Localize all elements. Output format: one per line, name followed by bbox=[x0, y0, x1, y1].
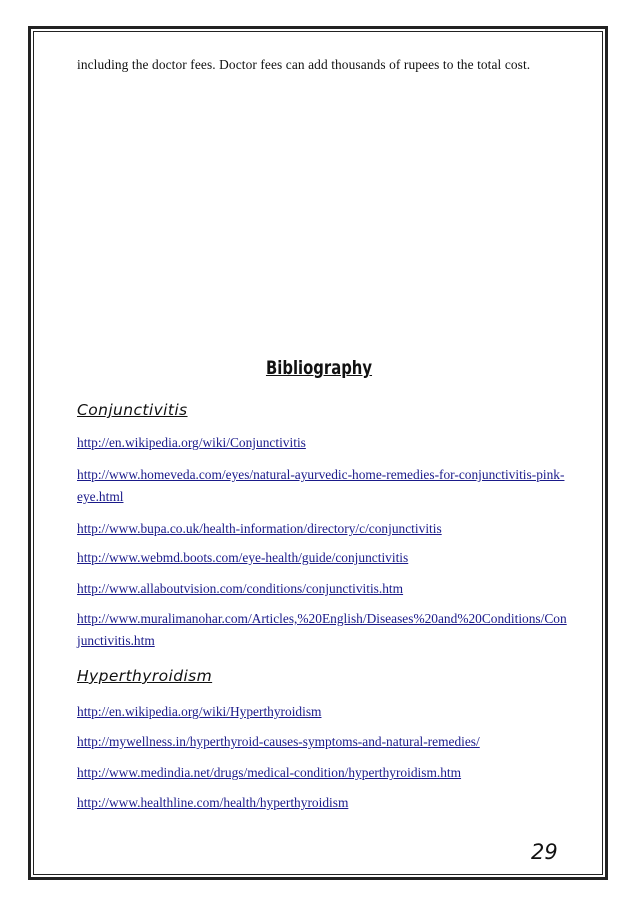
reference-link[interactable]: http://en.wikipedia.org/wiki/Hyperthyroidism bbox=[77, 704, 322, 719]
reference-link[interactable]: http://en.wikipedia.org/wiki/Conjunctivitis bbox=[77, 435, 306, 450]
reference-link[interactable]: http://www.homeveda.com/eyes/natural-ayurvedic-home-remedies-for-conjunctivitis-pink-eye.html bbox=[77, 467, 565, 504]
section-heading-conjunctivitis: Conjunctivitis bbox=[77, 401, 188, 419]
body-paragraph: including the doctor fees. Doctor fees can add thousands of rupees to the total cost. bbox=[77, 57, 531, 72]
reference-link[interactable]: http://www.medindia.net/drugs/medical-condition/hyperthyroidism.htm bbox=[77, 765, 462, 780]
reference-link[interactable]: http://mywellness.in/hyperthyroid-causes-symptoms-and-natural-remedies/ bbox=[77, 734, 480, 749]
reference-link[interactable]: http://www.allaboutvision.com/conditions/conjunctivitis.htm bbox=[77, 581, 404, 596]
reference-link[interactable]: http://www.healthline.com/health/hyperthyroidism bbox=[77, 795, 349, 810]
page-number: 29 bbox=[531, 840, 558, 864]
reference-link[interactable]: http://www.webmd.boots.com/eye-health/guide/conjunctivitis bbox=[77, 550, 409, 565]
reference-link[interactable]: http://www.muralimanohar.com/Articles,%20English/Diseases%20and%20Conditions/Conjunctivitis.htm bbox=[77, 611, 567, 648]
reference-link[interactable]: http://www.bupa.co.uk/health-information/directory/c/conjunctivitis bbox=[77, 521, 442, 536]
section-heading-hyperthyroidism: Hyperthyroidism bbox=[77, 667, 213, 685]
bibliography-title: Bibliography bbox=[265, 357, 373, 379]
